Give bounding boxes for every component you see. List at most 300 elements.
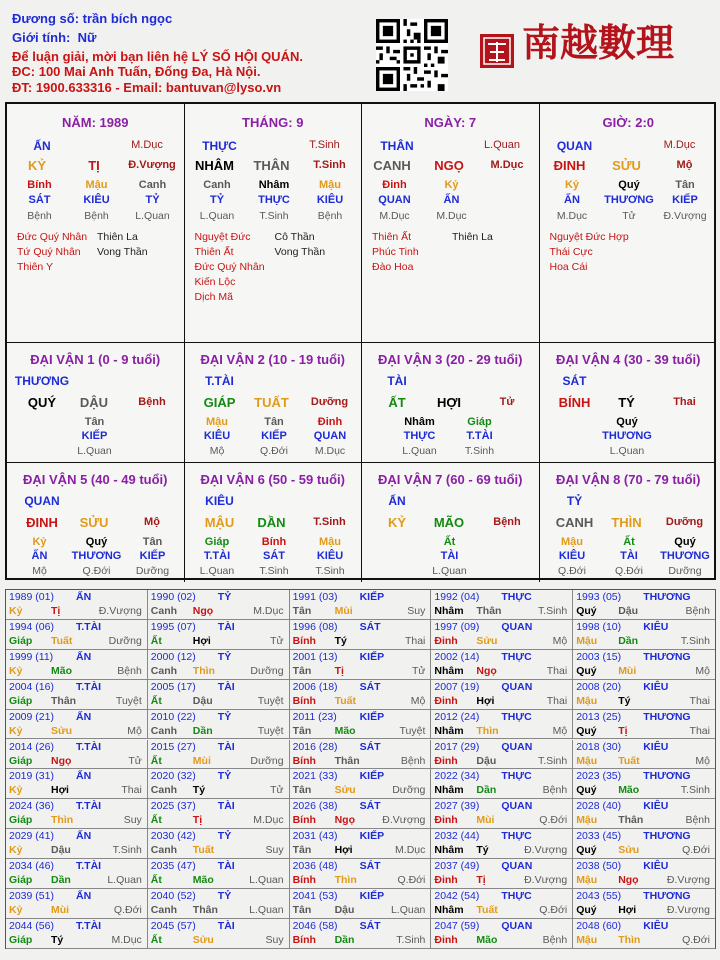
star-left: Dịch Mã [194, 291, 234, 303]
year-label: 2040 (52) [150, 890, 196, 902]
star-left: Đào Hoa [372, 261, 414, 273]
hidden-stem: Giáp [204, 536, 230, 548]
year-branch: Tuất [476, 904, 498, 916]
svg-text:南越數理: 南越數理 [522, 20, 675, 65]
year-state: Q.Đới [397, 874, 426, 887]
qr-code-icon [376, 19, 448, 91]
year-label: 1990 (02) [150, 591, 196, 603]
dai-van-3[interactable] [362, 342, 540, 462]
pillar-stem: CANH [373, 158, 411, 173]
year-label: 2015 (27) [150, 740, 196, 753]
hidden-god: KIÊU [558, 550, 586, 562]
year-god: KIẾP [359, 890, 385, 902]
year-branch: Ngọ [192, 605, 214, 617]
hidden-god: TÀI [620, 550, 638, 562]
year-branch: Sửu [476, 634, 498, 647]
hidden-state: Q.Đới [260, 445, 288, 457]
hidden-state: M.Dục [379, 210, 410, 222]
year-state: Tuyệt [257, 724, 284, 737]
year-stem: Giáp [9, 814, 33, 827]
year-cell[interactable] [6, 650, 148, 680]
pillar-state: M.Dục [663, 139, 696, 151]
dai-van-god: TỶ [566, 494, 583, 508]
logo [478, 12, 710, 70]
year-state: Mộ [127, 724, 142, 737]
year-state: Mộ [695, 664, 710, 677]
year-cell[interactable] [148, 590, 290, 620]
hidden-stem: Ất [623, 536, 635, 548]
dai-van-branch: TUẤT [254, 395, 289, 410]
year-state: Mộ [552, 634, 568, 647]
year-cell[interactable] [290, 620, 432, 650]
year-label: 2032 (44) [434, 830, 480, 843]
year-branch: Tuất [51, 634, 73, 647]
year-cell[interactable] [290, 680, 432, 710]
pillar-state: T.Sinh [309, 139, 340, 151]
year-label: 2031 (43) [292, 830, 338, 843]
year-cell[interactable] [148, 769, 290, 799]
year-cell[interactable] [431, 769, 573, 799]
pillar-branch-state: Đ.Vượng [128, 159, 176, 171]
year-stem: Nhâm [434, 605, 464, 617]
year-state: Tuyệt [115, 694, 142, 707]
dai-van-title: ĐẠI VẬN 1 (0 - 9 tuổi) [30, 352, 161, 367]
year-cell[interactable] [148, 620, 290, 650]
year-god: QUAN [501, 740, 533, 753]
hidden-stem: Mậu [85, 179, 108, 191]
year-cell[interactable] [6, 769, 148, 799]
year-branch: Mão [192, 874, 214, 887]
year-state: L.Quan [249, 874, 284, 887]
year-cell[interactable] [148, 919, 290, 949]
year-state: M.Dục [111, 933, 142, 946]
year-cell[interactable] [431, 859, 573, 889]
hidden-state: Dưỡng [668, 565, 702, 577]
dai-van-state: Tử [499, 396, 515, 408]
year-cell[interactable] [573, 859, 715, 889]
year-god: THỰC [501, 770, 532, 783]
year-cell[interactable] [290, 889, 432, 919]
year-cell[interactable] [148, 829, 290, 859]
year-stem: Tân [292, 904, 312, 916]
year-state: Suy [407, 605, 426, 617]
year-state: Suy [265, 933, 284, 946]
year-cell[interactable] [290, 710, 432, 740]
year-cell[interactable] [573, 740, 715, 770]
year-label: 2008 (20) [576, 680, 622, 693]
year-cell[interactable] [431, 829, 573, 859]
phone-email-line[interactable]: ĐT: 1900.633316 - Email: bantuvan@lyso.vn [12, 80, 282, 95]
year-stem: Nhâm [434, 784, 464, 797]
year-stem: Bính [292, 874, 316, 887]
star-left: Tứ Quý Nhân [17, 246, 81, 258]
year-cell[interactable] [431, 799, 573, 829]
year-cell[interactable] [290, 919, 432, 949]
year-stem: Mậu [576, 933, 598, 946]
hidden-god: THỰC [258, 194, 290, 206]
year-cell[interactable] [573, 650, 715, 680]
year-label: 1999 (11) [9, 650, 54, 663]
dai-van-branch: SỬU [79, 515, 109, 530]
year-god: KIẾP [359, 650, 385, 663]
hidden-state: L.Quan [77, 445, 112, 457]
year-branch: Dần [334, 933, 355, 946]
year-state: T.Sinh [538, 754, 568, 767]
year-god: TÀI [217, 800, 235, 813]
year-cell[interactable] [573, 710, 715, 740]
year-label: 1991 (03) [292, 591, 338, 603]
star-left: Phúc Tinh [372, 246, 419, 258]
year-branch: Thìn [51, 814, 74, 827]
year-branch: Tị [334, 664, 344, 677]
year-label: 1998 (10) [576, 620, 622, 633]
hidden-stem: Mậu [206, 416, 228, 428]
year-cell[interactable] [6, 590, 148, 620]
pillar-branch: TỊ [88, 158, 100, 173]
gender-label: Giới tính: [12, 30, 71, 45]
hidden-god: KIÊU [83, 194, 110, 206]
star-left: Thiên Ất [194, 246, 234, 258]
year-stem: Mậu [576, 694, 598, 707]
year-label: 2009 (21) [9, 710, 54, 723]
year-state: Đ.Vượng [524, 844, 568, 857]
year-stem: Nhâm [434, 724, 464, 737]
hidden-god: QUAN [313, 430, 347, 442]
year-cell[interactable] [6, 799, 148, 829]
year-god: KIÊU [643, 860, 669, 873]
year-label: 2003 (15) [576, 650, 622, 663]
year-stem: Kỷ [9, 724, 23, 737]
year-cell[interactable] [573, 620, 715, 650]
year-cell[interactable] [148, 680, 290, 710]
year-stem: Quý [576, 784, 597, 797]
year-stem: Bính [292, 814, 316, 827]
hidden-state: M.Dục [556, 210, 588, 222]
year-cell[interactable] [573, 829, 715, 859]
star-right: Thiên La [452, 231, 493, 243]
pillar-branch-state: Mộ [676, 159, 693, 171]
hidden-state: T.Sinh [464, 445, 495, 457]
year-cell[interactable] [431, 919, 573, 949]
year-label: 2038 (50) [576, 860, 622, 873]
year-label: 2013 (25) [576, 710, 622, 723]
year-cell[interactable] [6, 740, 148, 770]
year-god: T.TÀI [76, 860, 102, 873]
year-cell[interactable] [6, 680, 148, 710]
dai-van-state: Dưỡng [310, 396, 349, 408]
year-state: Thai [121, 784, 142, 797]
pillar-stem: ĐINH [553, 158, 586, 173]
year-stem: Mậu [576, 874, 598, 887]
year-god: KIÊU [643, 680, 669, 693]
hidden-stem: Quý [674, 536, 696, 548]
year-cell[interactable] [290, 650, 432, 680]
year-label: 2037 (49) [434, 860, 480, 873]
year-branch: Mùi [334, 605, 353, 617]
dai-van-god: T.TÀI [205, 374, 234, 388]
year-label: 2033 (45) [576, 830, 622, 843]
year-cell[interactable] [148, 889, 290, 919]
year-cell[interactable] [148, 650, 290, 680]
year-label: 2035 (47) [150, 860, 196, 873]
year-branch: Tị [192, 814, 203, 827]
hidden-state: Dưỡng [135, 565, 170, 577]
year-god: TỶ [217, 650, 232, 663]
year-cell[interactable] [431, 889, 573, 919]
year-branch: Thân [476, 605, 502, 617]
year-cell[interactable] [148, 710, 290, 740]
year-branch: Tị [476, 874, 486, 887]
dai-van-branch: MÃO [433, 515, 465, 530]
dai-van-7[interactable] [362, 462, 540, 582]
hidden-state: Q.Đới [82, 565, 111, 577]
subject-name: Đương số: trần bích ngọc [12, 11, 173, 26]
year-god: T.TÀI [76, 680, 102, 693]
year-stem: Quý [576, 844, 597, 857]
hidden-state: T.Sinh [259, 565, 289, 577]
dai-van-5[interactable] [7, 462, 185, 582]
year-label: 2039 (51) [9, 890, 54, 902]
year-god: TÀI [217, 860, 235, 873]
year-cell[interactable] [573, 769, 715, 799]
pillar-stem: NHÂM [195, 158, 234, 173]
year-branch: Mão [618, 784, 640, 797]
hidden-god: KIÊU [203, 430, 231, 442]
year-state: Tử [411, 664, 426, 677]
year-branch: Sửu [618, 844, 640, 857]
year-cell[interactable] [6, 859, 148, 889]
hidden-stem: Tân [84, 416, 105, 428]
dai-van-stem: MẬU [204, 515, 235, 530]
seal-logo-icon [478, 12, 710, 70]
dai-van-6[interactable] [185, 462, 363, 582]
hidden-state: T.Sinh [315, 565, 345, 577]
year-stem: Mậu [576, 754, 598, 767]
hidden-stem: Canh [203, 179, 231, 191]
year-god: THƯƠNG [643, 830, 691, 843]
year-state: Thai [546, 694, 568, 707]
hidden-state: Bệnh [27, 210, 52, 222]
year-cell[interactable] [573, 889, 715, 919]
hidden-state: M.Dục [314, 445, 346, 457]
year-god: THƯƠNG [643, 890, 691, 902]
year-state: Đ.Vượng [98, 605, 142, 617]
year-stem: Quý [576, 904, 597, 916]
year-cell[interactable] [290, 799, 432, 829]
year-cell[interactable] [290, 590, 432, 620]
year-state: Mộ [695, 754, 710, 767]
year-stem: Canh [150, 784, 178, 797]
year-branch: Mùi [618, 664, 637, 677]
year-label: 2006 (18) [292, 680, 338, 693]
dai-van-8[interactable] [540, 462, 718, 582]
dai-van-title: ĐẠI VẬN 5 (40 - 49 tuổi) [23, 472, 168, 487]
year-stem: Kỷ [9, 844, 23, 857]
year-cell[interactable] [290, 769, 432, 799]
hidden-state: L.Quan [135, 210, 170, 222]
year-branch: Tuất [192, 844, 215, 857]
year-cell[interactable] [431, 650, 573, 680]
year-cell[interactable] [6, 710, 148, 740]
year-god: ẤN [76, 650, 92, 663]
year-god: SÁT [359, 860, 381, 873]
year-cell[interactable] [573, 919, 715, 949]
year-cell[interactable] [6, 889, 148, 919]
year-branch: Dần [476, 784, 497, 797]
year-branch: Dậu [618, 605, 639, 617]
year-cell[interactable] [6, 829, 148, 859]
year-cell[interactable] [148, 859, 290, 889]
year-god: ẤN [76, 890, 92, 902]
year-stem: Tân [292, 724, 312, 737]
hidden-god: THƯƠNG [602, 430, 652, 442]
year-label: 1993 (05) [576, 591, 622, 603]
gender-row [12, 30, 96, 45]
hidden-god: TÀI [440, 550, 459, 562]
hidden-state: T.Sinh [259, 210, 289, 222]
dai-van-2[interactable] [185, 342, 363, 462]
year-branch: Hợi [192, 634, 211, 647]
year-state: Thai [546, 664, 568, 677]
year-god: KIẾP [359, 830, 385, 843]
hidden-god: KIẾP [81, 430, 108, 442]
year-state: Tuyệt [257, 694, 284, 707]
year-label: 2046 (58) [292, 919, 338, 932]
dai-van-1[interactable] [7, 342, 185, 462]
hidden-state: L.Quan [402, 445, 437, 457]
hidden-god: KIẾP [139, 550, 166, 562]
dai-van-stem: GIÁP [203, 395, 236, 410]
year-cell[interactable] [573, 680, 715, 710]
year-stem: Đinh [434, 874, 458, 887]
year-state: Q.Đới [682, 933, 710, 946]
pillar-state: M.Dục [131, 139, 163, 151]
year-cell[interactable] [148, 799, 290, 829]
star-right: Thiên La [97, 231, 138, 243]
year-god: T.TÀI [76, 800, 102, 813]
year-god: THỰC [501, 890, 532, 902]
pillar-branch: THÂN [253, 158, 290, 173]
year-god: TỶ [217, 830, 232, 843]
year-cell[interactable] [431, 740, 573, 770]
year-label: 2017 (29) [434, 740, 480, 753]
year-state: Tử [128, 754, 142, 767]
year-state: Bệnh [400, 754, 426, 767]
year-label: 2036 (48) [292, 860, 338, 873]
year-state: T.Sinh [112, 844, 142, 857]
year-label: 2019 (31) [9, 770, 54, 783]
dai-van-state: Bệnh [138, 396, 166, 408]
year-stem: Canh [150, 844, 178, 857]
hidden-state: Mộ [209, 445, 225, 457]
dai-van-branch: HỢI [436, 395, 462, 410]
year-cell[interactable] [290, 859, 432, 889]
year-god: SÁT [359, 680, 381, 693]
year-cell[interactable] [431, 710, 573, 740]
year-branch: Sửu [192, 933, 214, 946]
hidden-state: Q.Đới [615, 565, 643, 577]
dai-van-stem: QUÝ [27, 395, 57, 410]
year-state: Bệnh [117, 664, 142, 677]
dai-van-state: Bệnh [493, 516, 521, 528]
pillar-branch-state: T.Sinh [313, 159, 346, 171]
pillar-god: ẤN [33, 139, 51, 153]
star-right: Vong Thần [97, 246, 148, 258]
year-god: KIẾP [359, 591, 385, 603]
year-stem: Bính [292, 694, 316, 707]
year-cell[interactable] [573, 799, 715, 829]
year-branch: Thân [192, 904, 218, 916]
year-state: Q.Đới [539, 814, 568, 827]
year-cell[interactable] [573, 590, 715, 620]
year-state: M.Dục [395, 844, 426, 857]
year-god: KIẾP [359, 770, 385, 783]
year-label: 1997 (09) [434, 620, 480, 633]
year-state: L.Quan [390, 904, 426, 916]
year-cell[interactable] [431, 590, 573, 620]
hidden-stem: Kỷ [564, 179, 580, 191]
pillar-branch: NGỌ [434, 158, 464, 173]
dai-van-stem: CANH [555, 515, 594, 530]
year-stem: Quý [576, 664, 597, 677]
year-stem: Ất [150, 933, 162, 946]
year-branch: Tị [618, 724, 628, 737]
year-state: T.Sinh [538, 605, 568, 617]
hidden-god: KIẾP [672, 194, 698, 206]
year-branch: Hợi [334, 844, 353, 857]
year-state: Dưỡng [250, 664, 284, 677]
hidden-god: ẤN [31, 550, 48, 562]
dai-van-god: SÁT [562, 374, 587, 388]
year-cell[interactable] [431, 620, 573, 650]
dai-van-state: Dưỡng [665, 516, 704, 528]
hidden-stem: Kỷ [444, 179, 459, 191]
contact-line: Để luận giải, mời bạn liên hệ LÝ SỐ HỘI QUÁN. [12, 49, 303, 64]
year-god: TÀI [217, 620, 235, 633]
year-stem: Giáp [9, 634, 33, 647]
year-cell[interactable] [290, 829, 432, 859]
year-state: Suy [123, 814, 142, 827]
year-stem: Bính [292, 634, 316, 647]
hidden-stem: Đinh [317, 416, 343, 428]
year-label: 2018 (30) [576, 740, 622, 753]
year-state: Tuyệt [399, 724, 426, 737]
year-state: Tử [270, 634, 284, 647]
year-cell[interactable] [290, 740, 432, 770]
year-stem: Canh [150, 605, 178, 617]
star-left: Thiên Ất [372, 231, 412, 243]
year-cell[interactable] [6, 620, 148, 650]
year-stem: Nhâm [434, 904, 464, 916]
star-left: Kiến Lộc [194, 276, 236, 288]
year-label: 2045 (57) [150, 919, 196, 932]
year-god: THỰC [501, 830, 532, 843]
year-cell[interactable] [6, 919, 148, 949]
year-stem: Bính [292, 754, 316, 767]
year-cell[interactable] [148, 740, 290, 770]
dai-van-title: ĐẠI VẬN 4 (30 - 39 tuổi) [556, 352, 701, 367]
year-stem: Giáp [9, 874, 33, 887]
hidden-state: Bệnh [84, 210, 109, 222]
year-stem: Tân [292, 844, 312, 857]
year-cell[interactable] [431, 680, 573, 710]
year-state: Thai [689, 694, 710, 707]
star-right: Cô Thần [274, 231, 315, 243]
year-label: 2047 (59) [434, 919, 480, 932]
year-god: THỰC [501, 591, 532, 603]
dai-van-4[interactable] [540, 342, 718, 462]
chart-box [5, 102, 716, 580]
